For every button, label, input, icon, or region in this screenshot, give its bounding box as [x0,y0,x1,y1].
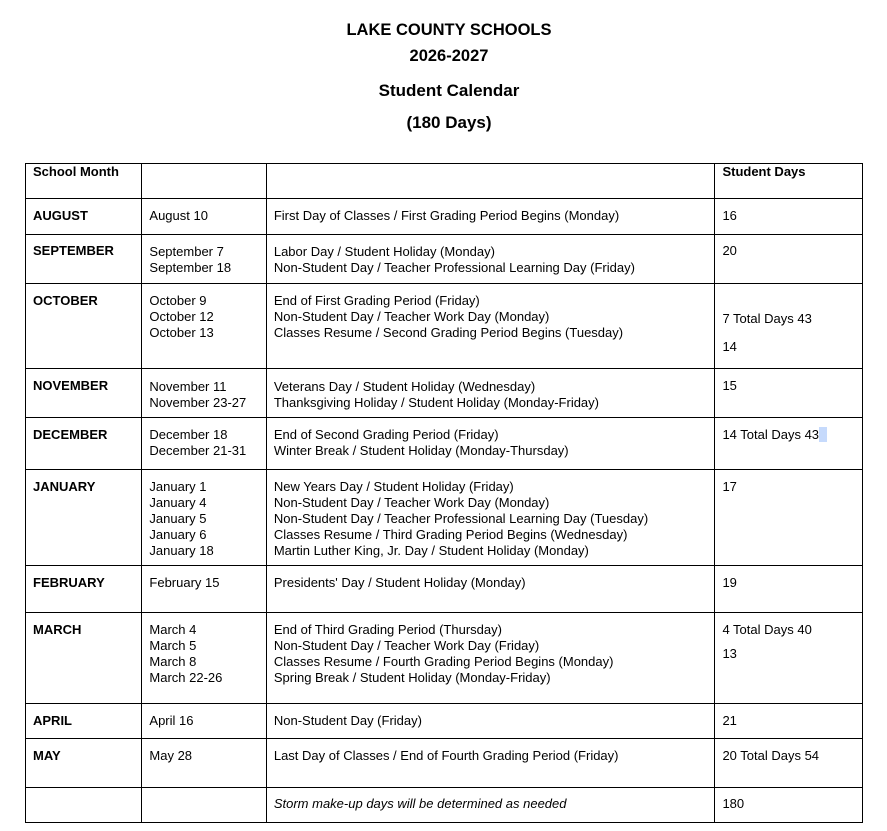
table-row [26,704,863,739]
date-cell: April 16 [142,704,266,739]
days-cell: 7 Total Days 43 14 [715,284,863,369]
date-cell: November 11 November 23-27 [142,369,266,418]
days-cell: 19 [715,566,863,613]
month-cell [26,788,142,823]
date-cell [142,788,266,823]
event-cell: Last Day of Classes / End of Fourth Grading Period (Friday) [266,739,715,788]
date-cell: September 7 September 18 [142,235,266,284]
text-selection-highlight [819,427,827,442]
month-cell: FEBRUARY [26,566,142,613]
table-row [26,199,863,235]
month-cell: APRIL [26,704,142,739]
days-cell: 16 [715,199,863,235]
table-row [26,418,863,470]
storm-note: Storm make-up days will be determined as needed [266,788,715,823]
table-row [26,284,863,369]
month-cell: MARCH [26,613,142,704]
date-cell: February 15 [142,566,266,613]
event-cell: Non-Student Day (Friday) [266,704,715,739]
event-cell: Labor Day / Student Holiday (Monday) Non-Student Day / Teacher Professional Learning Day (Friday) [266,235,715,284]
header-dates [142,164,266,199]
table-row [26,739,863,788]
title-days: (180 Days) [406,113,492,132]
month-cell: DECEMBER [26,418,142,470]
month-cell: AUGUST [26,199,142,235]
table-row [26,470,863,566]
table-row [26,369,863,418]
event-cell: First Day of Classes / First Grading Period Begins (Monday) [266,199,715,235]
title-calendar: Student Calendar [378,81,520,100]
days-cell: 17 [715,470,863,566]
month-cell: NOVEMBER [26,369,142,418]
date-cell: January 1 January 4 January 5 January 6 January 18 [142,470,266,566]
header-events [266,164,715,199]
header-student-days: Student Days [715,164,863,199]
event-cell: New Years Day / Student Holiday (Friday) Non-Student Day / Teacher Work Day (Monday) Non-Student Day / Teacher Professional Learning Day (Tuesday) Classes Resume / Third Grading Period Begins (Wednesday) Martin Luther King, Jr. Day / Student Holiday (Monday) [266,470,715,566]
table-total-row [26,788,863,823]
days-cell: 20 [715,235,863,284]
event-cell: End of Second Grading Period (Friday) Winter Break / Student Holiday (Monday-Thursday) [266,418,715,470]
title-year: 2026-2027 [409,47,489,65]
header-school-month: School Month [26,164,142,199]
event-cell: Presidents' Day / Student Holiday (Monday) [266,566,715,613]
table-row [26,613,863,704]
month-cell: JANUARY [26,470,142,566]
title-district: LAKE COUNTY SCHOOLS [346,21,552,39]
days-cell: 15 [715,369,863,418]
month-cell: SEPTEMBER [26,235,142,284]
date-cell: May 28 [142,739,266,788]
month-cell: MAY [26,739,142,788]
date-cell: December 18 December 21-31 [142,418,266,470]
month-cell: OCTOBER [26,284,142,369]
event-cell: End of First Grading Period (Friday) Non-Student Day / Teacher Work Day (Monday) Classes Resume / Second Grading Period Begins (Tuesday) [266,284,715,369]
date-cell: March 4 March 5 March 8 March 22-26 [142,613,266,704]
event-cell: End of Third Grading Period (Thursday) Non-Student Day / Teacher Work Day (Friday) Classes Resume / Fourth Grading Period Begins (Monday) Spring Break / Student Holiday (Monday-Friday) [266,613,715,704]
days-cell: 21 [715,704,863,739]
total-days-cell: 180 [715,788,863,823]
table-row [26,566,863,613]
table-header-row [26,164,863,199]
days-cell: 20 Total Days 54 [715,739,863,788]
days-cell: 4 Total Days 40 13 [715,613,863,704]
event-cell: Veterans Day / Student Holiday (Wednesday) Thanksgiving Holiday / Student Holiday (Monday-Friday) [266,369,715,418]
table-row [26,235,863,284]
date-cell: August 10 [142,199,266,235]
days-cell: 14 Total Days 43 [715,418,863,470]
date-cell: October 9 October 12 October 13 [142,284,266,369]
calendar-table [25,163,863,823]
